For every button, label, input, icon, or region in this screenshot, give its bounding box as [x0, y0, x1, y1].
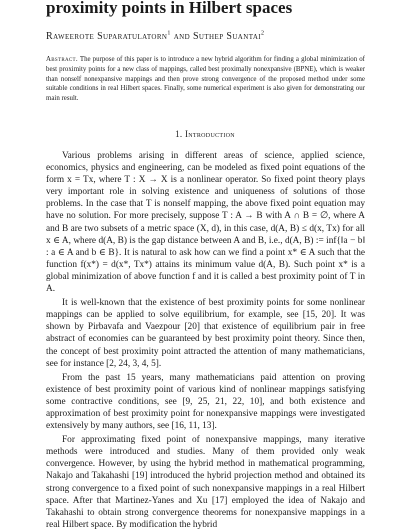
- abstract-text: The purpose of this paper is to introduce a new hybrid algorithm for finding a global minimization of best proximity points for a new class of mappings, called best proximally nonexpansive (BPNE), which is weaker than nonself nonexpansive mappings and then prove strong convergence of the proposed method under some suitable conditions in real Hilbert spaces. Finally, some numerical experiment is also given for demonstrating our main result.: [46, 56, 365, 103]
- paragraph-1: Various problems arising in different areas of science, applied science, economics, physics and engineering, can be modeled as fixed point equations of the form x = Tx, where T : X → X is a nonlinear operator. So fixed point theory plays very important role in solving existence and uniqueness of solutions of those problems. In the case that T is nonself mapping, the above fixed point equation may have no solution. For more precisely, suppose T : A → B with A ∩ B = ∅, where A and B are two subsets of a metric space (X, d), in this case, d(A, B) ≤ d(x, Tx) for all x ∈ A, where d(A, B) is the gap distance between A and B, i.e., d(A, B) := inf{‖a − b‖ : a ∈ A and b ∈ B}. It is natural to ask how can we find a point x* ∈ A such that the function f(x*) = d(x*, Tx*) attains its minimum value d(A, B). Such point x* is a global minimization of above function f and it is called a best proximity point of T in A.: [46, 151, 365, 295]
- author-2-name: Suthep Suantai: [192, 31, 262, 42]
- introduction-body: [46, 150, 365, 531]
- abstract: [46, 55, 365, 104]
- paragraph-2: It is well-known that the existence of best proximity points for some nonlinear mappings can be applied to solve equilibrium, for example, see [15, 20]. It was shown by Pirbavafa and Vaezpour [20] that existence of equilibrium pair in free abstract of economies can be guaranteed by best proximity point theory. Since then, the concept of best proximity point attracted the attention of many mathematicians, see for instance [2, 24, 3, 4, 5].: [46, 298, 365, 369]
- paragraph-4: For approximating fixed point of nonexpansive mappings, many iterative methods were introduced and studies. Many of them provided only weak convergence. However, by using the hybrid method in mathematical programming, Nakajo and Takahashi [19] introduced the hybrid projection method and obtained its strong convergence to a fixed point of such nonexpansive mappings in a real Hilbert space. After that Martinez-Yanes and Xu [17] employed the idea of Nakajo and Takahashi to obtain strong convergence theorems for nonexpansive mappings in a real Hilbert space. By modification the hybrid: [46, 435, 365, 530]
- author-2-affiliation-mark: 2: [261, 30, 265, 37]
- paragraph-3: From the past 15 years, many mathematicians paid attention on proving existence of best proximity point of various kind of nonlinear mappings satisfying some contractive conditions, see [9, 25, 21, 22, 10], and both existence and approximation of best proximity point for nonexpansive mappings were investigated extensively by many authors, see [16, 11, 13].: [46, 372, 365, 432]
- abstract-label: Abstract.: [46, 56, 78, 63]
- paper-title: proximity points in Hilbert spaces: [46, 0, 293, 17]
- author-separator: and: [170, 31, 193, 42]
- author-line: [46, 31, 264, 42]
- author-1-affiliation-mark: 1: [167, 30, 171, 37]
- section-heading-introduction: 1. Introduction: [175, 129, 235, 139]
- author-1-name: Raweerote Suparatulatorn: [46, 31, 168, 42]
